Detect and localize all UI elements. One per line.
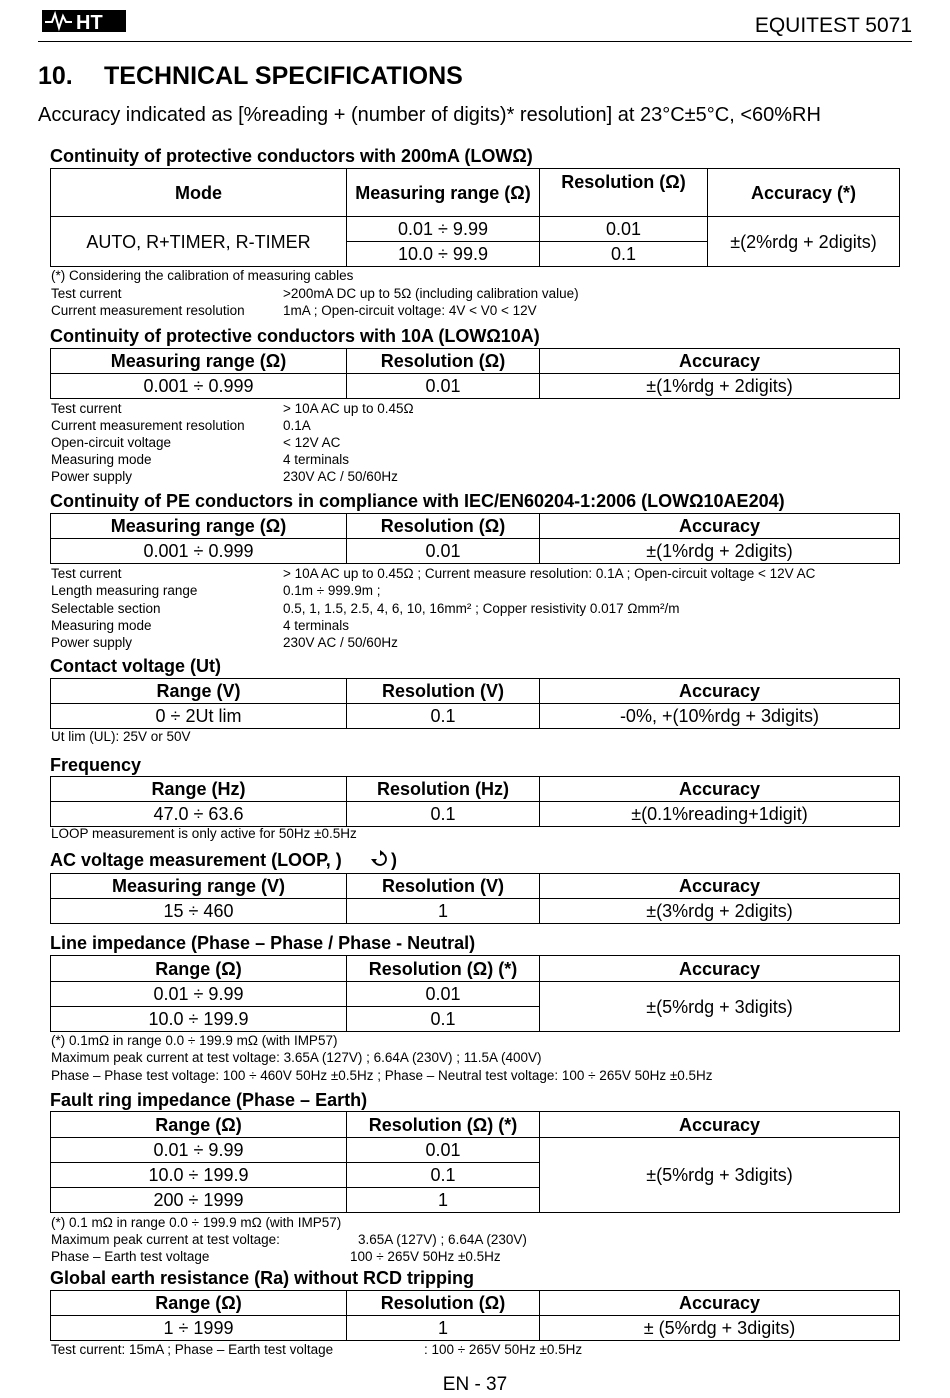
header-cell: Accuracy	[540, 874, 900, 899]
note-value: 3.65A (127V) ; 6.64A (230V)	[358, 1232, 527, 1247]
header-cell: Accuracy	[540, 956, 900, 982]
note-value: < 12V AC	[283, 435, 341, 450]
note-label: Test current	[51, 401, 122, 416]
spec-note	[51, 469, 398, 484]
header-cell: Mode	[51, 169, 347, 217]
note-label: Current measurement resolution	[51, 303, 245, 318]
note-label: Selectable section	[51, 601, 161, 616]
table-ac-voltage	[50, 873, 900, 924]
note-value: 4 terminals	[283, 618, 350, 633]
chapter-number: 10.	[38, 62, 73, 90]
spec-note	[51, 303, 537, 318]
resolution-cell: 0.1	[347, 1163, 540, 1188]
resolution-cell: 0.01	[347, 539, 540, 564]
accuracy-cell: -0%, +(10%rdg + 3digits)	[540, 704, 900, 729]
accuracy-cell: ± (5%rdg + 3digits)	[540, 1316, 900, 1341]
table-pe	[50, 513, 900, 564]
spec-note	[51, 583, 381, 598]
range-cell: 0.01 ÷ 9.99	[51, 1138, 347, 1163]
note-value: >200mA DC up to 5Ω (including calibration value)	[283, 286, 579, 301]
note-value: > 10A AC up to 0.45Ω ; Current measure resolution: 0.1A ; Open-circuit voltage < 12V AC	[283, 566, 816, 581]
header-cell: Accuracy	[540, 777, 900, 802]
range-cell: 0.01 ÷ 9.99	[51, 982, 347, 1007]
resolution-cell: 0.01	[347, 374, 540, 399]
section-title-frequency: Frequency	[50, 755, 142, 775]
range-cell: 0.001 ÷ 0.999	[51, 539, 347, 564]
table-line-impedance	[50, 955, 900, 1032]
resolution-cell: 1	[347, 1188, 540, 1213]
ht-logo	[40, 8, 128, 34]
spec-note	[51, 435, 341, 450]
header-cell: Resolution (Hz)	[347, 777, 540, 802]
footnote: (*) Considering the calibration of measuring cables	[51, 268, 354, 283]
accuracy-cell: ±(3%rdg + 2digits)	[540, 899, 900, 924]
note-value: 1mA ; Open-circuit voltage: 4V < V0 < 12V	[283, 303, 537, 318]
note-value: : 100 ÷ 265V 50Hz ±0.5Hz	[424, 1342, 583, 1357]
logo-text: HT	[76, 12, 103, 34]
header-cell: Accuracy (*)	[708, 169, 900, 217]
accuracy-cell: ±(2%rdg + 2digits)	[708, 217, 900, 267]
table-frequency	[50, 776, 900, 827]
line-note: Phase – Phase test voltage: 100 ÷ 460V 50Hz ±0.5Hz ; Phase – Neutral test voltage: 100 ÷ 265V 50Hz ±0.5Hz	[51, 1068, 713, 1083]
note-label: Length measuring range	[51, 583, 198, 598]
header-cell: Measuring range (Ω)	[347, 169, 540, 217]
resolution-cell: 0.1	[347, 704, 540, 729]
note-label: Test current	[51, 566, 122, 581]
fault-note	[51, 1232, 527, 1247]
note-value: 0.1A	[283, 418, 311, 433]
note-value: > 10A AC up to 0.45Ω	[283, 401, 414, 416]
spec-note	[51, 635, 398, 650]
section-title-low10: Continuity of protective conductors with 10A (LOWΩ10A)	[50, 326, 540, 346]
note-value: 100 ÷ 265V 50Hz ±0.5Hz	[350, 1249, 501, 1264]
line-note: Maximum peak current at test voltage: 3.65A (127V) ; 6.64A (230V) ; 11.5A (400V)	[51, 1050, 542, 1065]
section-title-text: AC voltage measurement (LOOP, )	[50, 850, 342, 870]
header-cell: Accuracy	[540, 514, 900, 539]
chapter-heading	[38, 62, 463, 91]
range-cell: 200 ÷ 1999	[51, 1188, 347, 1213]
section-title-low: Continuity of protective conductors with 200mA (LOWΩ)	[50, 146, 533, 166]
resolution-cell: 0.01	[540, 217, 708, 242]
note-label: Phase – Earth test voltage	[51, 1249, 210, 1264]
note-label: Open-circuit voltage	[51, 435, 172, 450]
resolution-cell: 1	[347, 899, 540, 924]
note-label: Test current: 15mA ; Phase – Earth test voltage	[51, 1342, 334, 1357]
resolution-cell: 0.1	[347, 1007, 540, 1032]
header-cell: Measuring range (Ω)	[51, 514, 347, 539]
header-cell: Resolution (Ω)	[347, 349, 540, 374]
header-cell: Resolution (Ω) (*)	[347, 956, 540, 982]
line-note: (*) 0.1mΩ in range 0.0 ÷ 199.9 mΩ (with IMP57)	[51, 1033, 338, 1048]
accuracy-cell: ±(1%rdg + 2digits)	[540, 374, 900, 399]
range-cell: 15 ÷ 460	[51, 899, 347, 924]
model-name: EQUITEST 5071	[754, 14, 912, 37]
note-value: 0.1m ÷ 999.9m ;	[283, 583, 381, 598]
fault-note: (*) 0.1 mΩ in range 0.0 ÷ 199.9 mΩ (with IMP57)	[51, 1215, 342, 1230]
note-value: 0.5, 1, 1.5, 2.5, 4, 6, 10, 16mm² ; Copper resistivity 0.017 Ωmm²/m	[283, 601, 680, 616]
resolution-cell: 1	[347, 1316, 540, 1341]
accuracy-intro: Accuracy indicated as [%reading + (number of digits)* resolution] at 23°C±5°C, <60%RH	[38, 104, 821, 126]
frequency-note: LOOP measurement is only active for 50Hz ±0.5Hz	[51, 826, 357, 841]
range-cell: 0 ÷ 2Ut lim	[51, 704, 347, 729]
header-cell: Resolution (V)	[347, 874, 540, 899]
section-title-contact: Contact voltage (Ut)	[50, 656, 221, 676]
header-cell: Accuracy	[540, 349, 900, 374]
header-cell: Range (Ω)	[51, 1112, 347, 1138]
spec-note	[51, 601, 680, 616]
header-cell: Resolution (Ω)	[540, 169, 708, 217]
note-label: Current measurement resolution	[51, 418, 245, 433]
header-cell: Accuracy	[540, 1291, 900, 1316]
note-label: Power supply	[51, 635, 133, 650]
note-value: 230V AC / 50/60Hz	[283, 469, 398, 484]
table-low	[50, 168, 900, 267]
contact-note: Ut lim (UL): 25V or 50V	[51, 729, 191, 744]
resolution-cell: 0.1	[347, 802, 540, 827]
accuracy-cell: ±(5%rdg + 3digits)	[540, 982, 900, 1032]
header-cell: Range (Ω)	[51, 956, 347, 982]
range-cell: 1 ÷ 1999	[51, 1316, 347, 1341]
note-value: 230V AC / 50/60Hz	[283, 635, 398, 650]
range-cell: 47.0 ÷ 63.6	[51, 802, 347, 827]
spec-note	[51, 566, 816, 581]
range-cell: 10.0 ÷ 99.9	[347, 242, 540, 267]
page-number: EN - 37	[442, 1374, 508, 1395]
accuracy-cell: ±(0.1%reading+1digit)	[540, 802, 900, 827]
spec-note	[51, 418, 311, 433]
section-title-ac-voltage	[50, 850, 342, 871]
table-fault-impedance	[50, 1111, 900, 1213]
table-low10	[50, 348, 900, 399]
header-cell: Range (Hz)	[51, 777, 347, 802]
section-title-fault-impedance: Fault ring impedance (Phase – Earth)	[50, 1090, 368, 1110]
table-earth-resistance	[50, 1290, 900, 1341]
header-cell: Resolution (Ω)	[347, 514, 540, 539]
accuracy-cell: ±(5%rdg + 3digits)	[540, 1138, 900, 1213]
spec-note	[51, 452, 350, 467]
note-label: Maximum peak current at test voltage:	[51, 1232, 280, 1247]
range-cell: 10.0 ÷ 199.9	[51, 1163, 347, 1188]
note-label: Measuring mode	[51, 452, 152, 467]
note-label: Measuring mode	[51, 618, 152, 633]
earth-note	[51, 1342, 583, 1357]
range-cell: 0.001 ÷ 0.999	[51, 374, 347, 399]
accuracy-cell: ±(1%rdg + 2digits)	[540, 539, 900, 564]
note-label: Power supply	[51, 469, 133, 484]
header-cell: Resolution (V)	[347, 679, 540, 704]
resolution-cell: 0.1	[540, 242, 708, 267]
spec-note	[51, 618, 350, 633]
resolution-cell: 0.01	[347, 982, 540, 1007]
note-label: Test current	[51, 286, 122, 301]
header-cell: Measuring range (Ω)	[51, 349, 347, 374]
section-title-line-impedance: Line impedance (Phase – Phase / Phase - Neutral)	[50, 933, 476, 953]
note-value: 4 terminals	[283, 452, 350, 467]
header-cell: Resolution (Ω)	[347, 1291, 540, 1316]
header-cell: Accuracy	[540, 1112, 900, 1138]
spec-note	[51, 286, 579, 301]
header-cell: Accuracy	[540, 679, 900, 704]
resolution-cell: 0.01	[347, 1138, 540, 1163]
section-title-earth-resistance: Global earth resistance (Ra) without RCD tripping	[50, 1268, 475, 1288]
mode-cell: AUTO, R+TIMER, R-TIMER	[51, 217, 347, 267]
table-contact	[50, 678, 900, 729]
title-paren: )	[391, 850, 397, 870]
spec-note	[51, 401, 414, 416]
header-cell: Range (Ω)	[51, 1291, 347, 1316]
header-divider	[38, 41, 912, 42]
fault-note	[51, 1249, 501, 1264]
rotation-icon	[370, 850, 390, 868]
header-cell: Range (V)	[51, 679, 347, 704]
range-cell: 0.01 ÷ 9.99	[347, 217, 540, 242]
header-cell: Measuring range (V)	[51, 874, 347, 899]
header-cell: Resolution (Ω) (*)	[347, 1112, 540, 1138]
range-cell: 10.0 ÷ 199.9	[51, 1007, 347, 1032]
section-title-pe: Continuity of PE conductors in compliance with IEC/EN60204-1:2006 (LOWΩ10AE204)	[50, 491, 785, 511]
chapter-title: TECHNICAL SPECIFICATIONS	[104, 62, 463, 90]
